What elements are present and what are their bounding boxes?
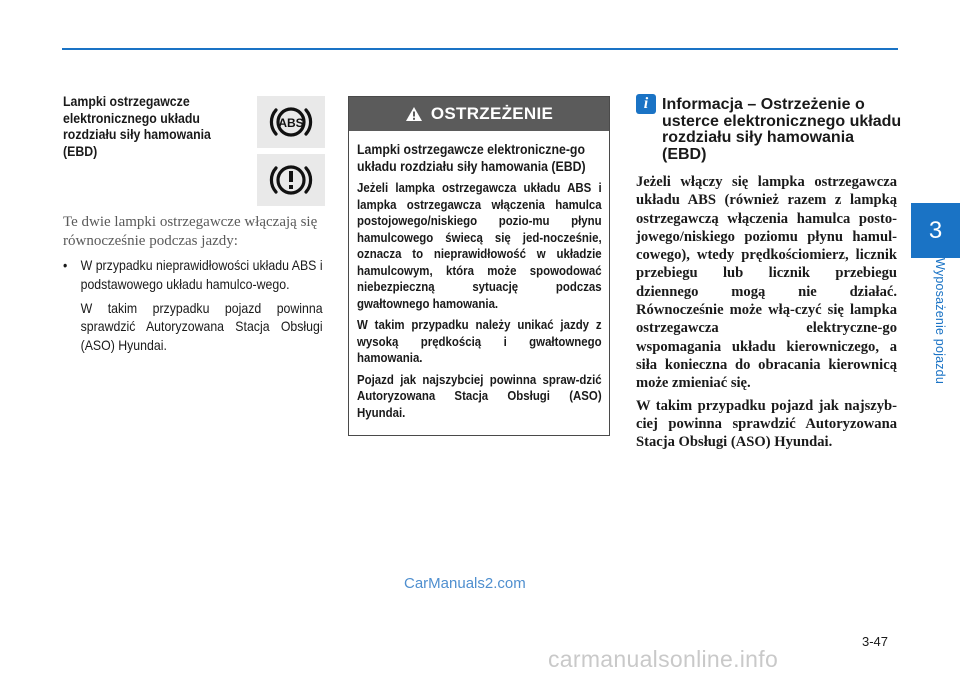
info-paragraph: Jeżeli włączy się lampka ostrzegawcza układu ABS (również razem z lampką ostrzegawczą włączenia hamulca posto-jowego/niskiego poziomu płynu hamul-cowego), wtedy prędkościomierz, licznik przebiegu lub licznik przebiegu dziennego mogą nie działać. Równocześnie może włą-czyć się lampka ostrzegawcza elektryczne-go wspomagania układu kierowniczego, a siła konieczna do obracania kierownicą może zmieniać się. xyxy=(636,174,897,392)
bullet-block xyxy=(63,256,323,355)
warning-paragraph: Jeżeli lampka ostrzegawcza układu ABS i lampka ostrzegawcza włączenia hamulca postojowego/niskiego pozio-mu płynu hamulcowego świecą się jed-nocześnie, oznacza to nieprawidłowość w układzie hamulcowym, która może spowodować niebezpieczną sytuację podczas gwałtownego hamowania. xyxy=(357,180,602,311)
warning-triangle-icon xyxy=(405,106,423,122)
chapter-number-tab: 3 xyxy=(911,203,960,258)
chapter-side-title: Wyposażenie pojazdu xyxy=(933,258,947,384)
info-body xyxy=(636,173,897,455)
bullet-followup-text: W takim przypadku pojazd powinna sprawdzić Autoryzowana Stacja Obsługi (ASO) Hyundai. xyxy=(80,299,323,354)
warning-paragraph: W takim przypadku należy unikać jazdy z wysoką prędkością i gwałtownego hamowania. xyxy=(357,317,602,365)
warning-header-label: OSTRZEŻENIE xyxy=(430,104,554,123)
bullet-text: W przypadku nieprawidłowości układu ABS i podstawowego układu hamulco-wego. xyxy=(80,257,323,292)
warning-title: Lampki ostrzegawcze elektroniczne-go układu rozdziału siły hamowania (EBD) xyxy=(357,141,586,174)
lamps-subheading: Te dwie lampki ostrzegawcze włączają się równocześnie podczas jazdy: xyxy=(63,214,318,249)
info-paragraph: W takim przypadku pojazd jak najszyb-ciej powinna sprawdzić Autoryzowana Stacja Obsługi (ASO) Hyundai. xyxy=(636,397,897,451)
brake-warning-icon xyxy=(257,154,325,206)
info-icon: i xyxy=(636,94,656,114)
watermark-text: carmanualsonline.info xyxy=(548,646,779,672)
bullet-dot-icon: • xyxy=(63,257,68,273)
page-number: 3-47 xyxy=(862,634,889,649)
info-title: Informacja – Ostrzeżenie o usterce elektronicznego układu rozdziału siły hamowania (EBD) xyxy=(662,96,902,163)
warning-body xyxy=(349,131,609,421)
ebd-heading: Lampki ostrzegawcze elektronicznego układu rozdziału siły hamowania (EBD) xyxy=(63,93,211,159)
abs-warning-icon xyxy=(257,96,325,148)
watermark-link[interactable]: CarManuals2.com xyxy=(404,575,526,592)
warning-header xyxy=(349,97,609,131)
bullet-item xyxy=(63,256,323,294)
warning-paragraph: Pojazd jak najszybciej powinna spraw-dzić Autoryzowana Stacja Obsługi (ASO) Hyundai. xyxy=(357,371,602,420)
warning-box xyxy=(348,96,610,436)
top-rule xyxy=(62,48,898,50)
svg-text:ABS: ABS xyxy=(278,116,304,130)
